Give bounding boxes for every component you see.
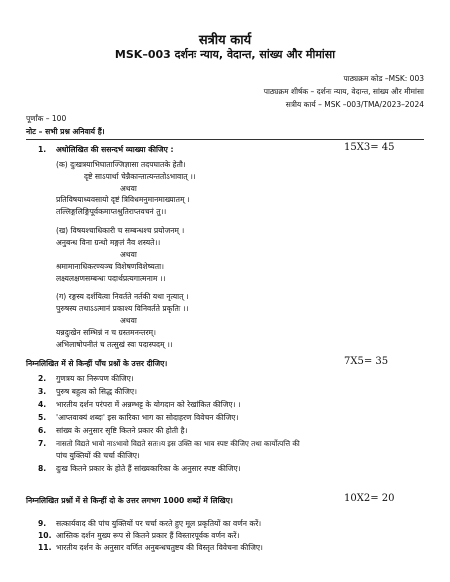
question-number: 9. bbox=[38, 519, 47, 528]
total-marks: पूर्णांक – 100 bbox=[26, 114, 67, 123]
question-text: नासतो विद्यते भावो नाऽभावो विद्यते सतः।य इस उक्ति का भाव स्पष्ट कीजिए तथा कार्योत्पत्ति की bbox=[56, 439, 300, 448]
question-text: सत्कार्यवाद की पांच युक्तियों पर चर्चा करते हुए मूल प्रकृतियों का वर्णन करें। bbox=[56, 519, 262, 528]
question-number: 6. bbox=[38, 426, 47, 435]
question-number: 4. bbox=[38, 400, 47, 409]
question-number: 5. bbox=[38, 413, 47, 422]
divider bbox=[26, 139, 424, 140]
question-text: आस्तिक दर्शन मुख्य रूप से कितने प्रकार हैं विस्तारपूर्वक वर्णन करें। bbox=[56, 531, 240, 540]
assignment-code: सत्रीय कार्य – MSK –003/TMA/2023–2024 bbox=[285, 100, 424, 109]
question-number: 10. bbox=[38, 531, 52, 540]
question-text: गुणत्रय का निरूपण कीजिए। bbox=[56, 374, 134, 383]
section3-heading: निम्नलिखित प्रश्नों में से किन्हीं दो के उत्तर लगभग 1000 शब्दों में लिखिए। bbox=[26, 496, 233, 505]
section1-heading: अधोलिखित की ससन्दर्भ व्याख्या कीजिए : bbox=[56, 145, 174, 154]
course-code: पाठ्यक्रम कोड –MSK: 003 bbox=[343, 74, 424, 83]
passage-line: दृष्टे साऽपार्था चेन्नैकान्तात्यन्ततोऽभावात् ।। bbox=[84, 172, 196, 181]
section2-marks: 7X5= 35 bbox=[344, 356, 389, 367]
page-subtitle: MSK–003 दर्शनः न्याय, वेदान्त, सांख्य और मीमांसा bbox=[114, 48, 336, 61]
passage-line: लक्ष्यलक्षणसम्बन्धः पदार्थप्रत्यगात्मनाम ।। bbox=[56, 274, 166, 283]
section1-marks: 15X3= 45 bbox=[344, 142, 395, 153]
question-text: पुरुष बहुत्व को सिद्ध कीजिए। bbox=[56, 387, 137, 396]
question-text: 'आप्तवाक्यं शब्दः' इस कारिका भाग का सोदाहरण विवेचन कीजिए। bbox=[56, 413, 239, 422]
question-text: सांख्य के अनुसार सृष्टि कितने प्रकार की होती है। bbox=[56, 426, 188, 435]
question-text: भारतीय दर्शन के अनुसार वर्णित अनुबन्धचतुष्टय की विस्तृत विवेचना कीजिए। bbox=[56, 543, 263, 552]
course-title: पाठ्यक्रम शीर्षक – दर्शनः न्याय, वेदान्त, सांख्य और मीमांसा bbox=[263, 87, 424, 96]
passage-line: यन्नदुःखेन सम्भिन्नं न च ग्रस्तमनन्तरम्। bbox=[56, 328, 156, 337]
passage-or: अथवा bbox=[120, 250, 137, 259]
passage-line: अभिलाषोपनीतं च तत्सुखं स्वः पदास्पदम् ।। bbox=[56, 340, 173, 349]
question-number: 11. bbox=[38, 543, 52, 552]
section2-heading: निम्नलिखित में से किन्हीं पाँच प्रश्नों के उत्तर दीजिए। bbox=[26, 359, 168, 368]
question-number: 2. bbox=[38, 374, 47, 383]
question-number: 8. bbox=[38, 464, 47, 473]
passage-or: अथवा bbox=[120, 184, 137, 193]
passage-line: पुरुषस्य तथाऽऽत्मानं प्रकाश्य विनिवर्तते प्रकृतिः ।। bbox=[56, 304, 189, 313]
passage-line: तल्लिङ्गलिङ्गिपूर्वकमाप्तश्रुतिराप्तवचनं तु।। bbox=[56, 207, 167, 216]
passage-line: (क) दुःखत्रयाभिघाताज्जिज्ञासा तदपघातके हेतौ। bbox=[56, 160, 186, 169]
passage-line: श्रमामानाधिकरण्यञ्च विशेषणविशेष्यता। bbox=[56, 262, 164, 271]
question-text: भारतीय दर्शन परंपरा में अन्नम्भट्ट के योगदान को रेखांकित कीजिए। । bbox=[56, 400, 241, 409]
question-number: 7. bbox=[38, 439, 47, 448]
page-title: सत्रीय कार्य bbox=[198, 33, 252, 48]
passage-line: अनुबन्ध विना ग्रन्थो मङ्गलं नैव शस्यते।। bbox=[56, 238, 161, 247]
passage-line: (ग) रङ्गस्य दर्शयित्वा निवर्तते नर्तकी यथा नृत्यात् । bbox=[56, 292, 189, 301]
question-number: 3. bbox=[38, 387, 47, 396]
passage-line: प्रतिविषयाध्यवसायो दृष्टं त्रिविधमनुमानमाख्यातम् । bbox=[56, 195, 190, 204]
question-number: 1. bbox=[38, 145, 47, 154]
instructions-note: नोट – सभी प्रश्न अनिवार्य हैं। bbox=[26, 127, 105, 136]
passage-line: (ख) विषयश्चाधिकारी च सम्बन्धश्च प्रयोजनम् । bbox=[56, 226, 185, 235]
question-text: दुःख कितने प्रकार के होते हैं सांख्यकारिका के अनुसार स्पष्ट कीजिए। bbox=[56, 464, 241, 473]
passage-or: अथवा bbox=[120, 316, 137, 325]
question-text-continued: पांच युक्तियों की चर्चा कीजिए। bbox=[56, 451, 140, 460]
section3-marks: 10X2= 20 bbox=[344, 493, 395, 504]
